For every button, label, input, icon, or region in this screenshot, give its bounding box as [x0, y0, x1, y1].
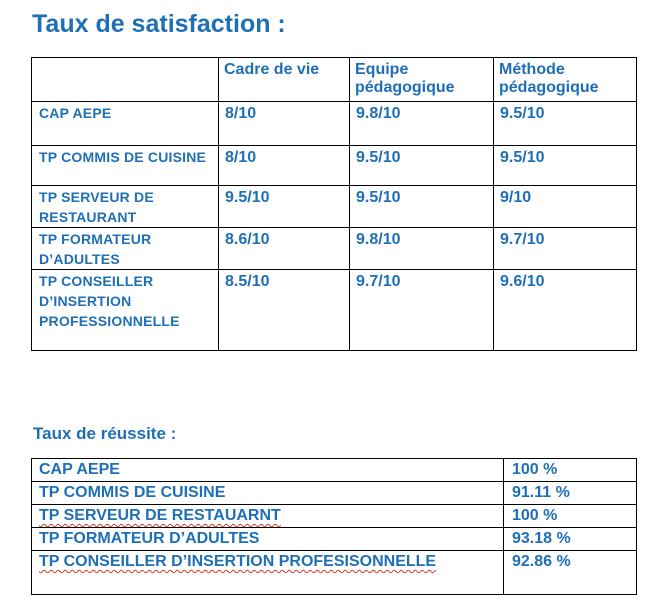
table-row [32, 528, 637, 551]
table-row [32, 551, 637, 595]
cadre-value: 8/10 [219, 146, 350, 186]
table-row [32, 459, 637, 482]
row-label [32, 505, 504, 528]
reussite-value: 100 % [504, 459, 637, 482]
cadre-value: 8/10 [219, 102, 350, 146]
reussite-table [31, 458, 637, 595]
equipe-value: 9.5/10 [350, 146, 494, 186]
satisfaction-title: Taux de satisfaction : [32, 10, 286, 38]
row-label: TP COMMIS DE CUISINE [32, 482, 504, 505]
equipe-value: 9.8/10 [350, 102, 494, 146]
cadre-value: 8.6/10 [219, 228, 350, 270]
table-row [32, 482, 637, 505]
satisfaction-header-row [32, 58, 637, 102]
cadre-value: 8.5/10 [219, 270, 350, 351]
table-row [32, 146, 637, 186]
equipe-value: 9.7/10 [350, 270, 494, 351]
header-cadre-de-vie: Cadre de vie [219, 58, 350, 102]
equipe-value: 9.8/10 [350, 228, 494, 270]
reussite-title: Taux de réussite : [33, 424, 177, 443]
header-equipe-pedagogique: Equipe pédagogique [350, 58, 494, 102]
row-label: TP FORMATEUR D’ADULTES [32, 228, 219, 270]
reussite-value: 93.18 % [504, 528, 637, 551]
equipe-value: 9.5/10 [350, 186, 494, 228]
row-label: CAP AEPE [32, 102, 219, 146]
row-label: TP FORMATEUR D’ADULTES [32, 528, 504, 551]
cadre-value: 9.5/10 [219, 186, 350, 228]
row-label: TP CONSEILLER D’INSERTION PROFESSIONNELLE [32, 270, 219, 351]
methode-value: 9.7/10 [494, 228, 637, 270]
reussite-value: 100 % [504, 505, 637, 528]
methode-value: 9.5/10 [494, 146, 637, 186]
table-row [32, 505, 637, 528]
row-label-text: TP SERVEUR DE RESTAUARNT [39, 507, 281, 524]
header-methode-pedagogique: Méthode pédagogique [494, 58, 637, 102]
methode-value: 9.6/10 [494, 270, 637, 351]
row-label-text: TP CONSEILLER D’INSERTION PROFESISONNELLE [39, 553, 437, 570]
row-label: TP COMMIS DE CUISINE [32, 146, 219, 186]
row-label [32, 551, 504, 595]
table-row [32, 270, 637, 351]
header-empty-cell [32, 58, 219, 102]
reussite-value: 91.11 % [504, 482, 637, 505]
satisfaction-table [31, 57, 637, 351]
row-label: CAP AEPE [32, 459, 504, 482]
table-row [32, 228, 637, 270]
reussite-value: 92.86 % [504, 551, 637, 595]
methode-value: 9.5/10 [494, 102, 637, 146]
table-row [32, 186, 637, 228]
row-label: TP SERVEUR DE RESTAURANT [32, 186, 219, 228]
methode-value: 9/10 [494, 186, 637, 228]
table-row [32, 102, 637, 146]
